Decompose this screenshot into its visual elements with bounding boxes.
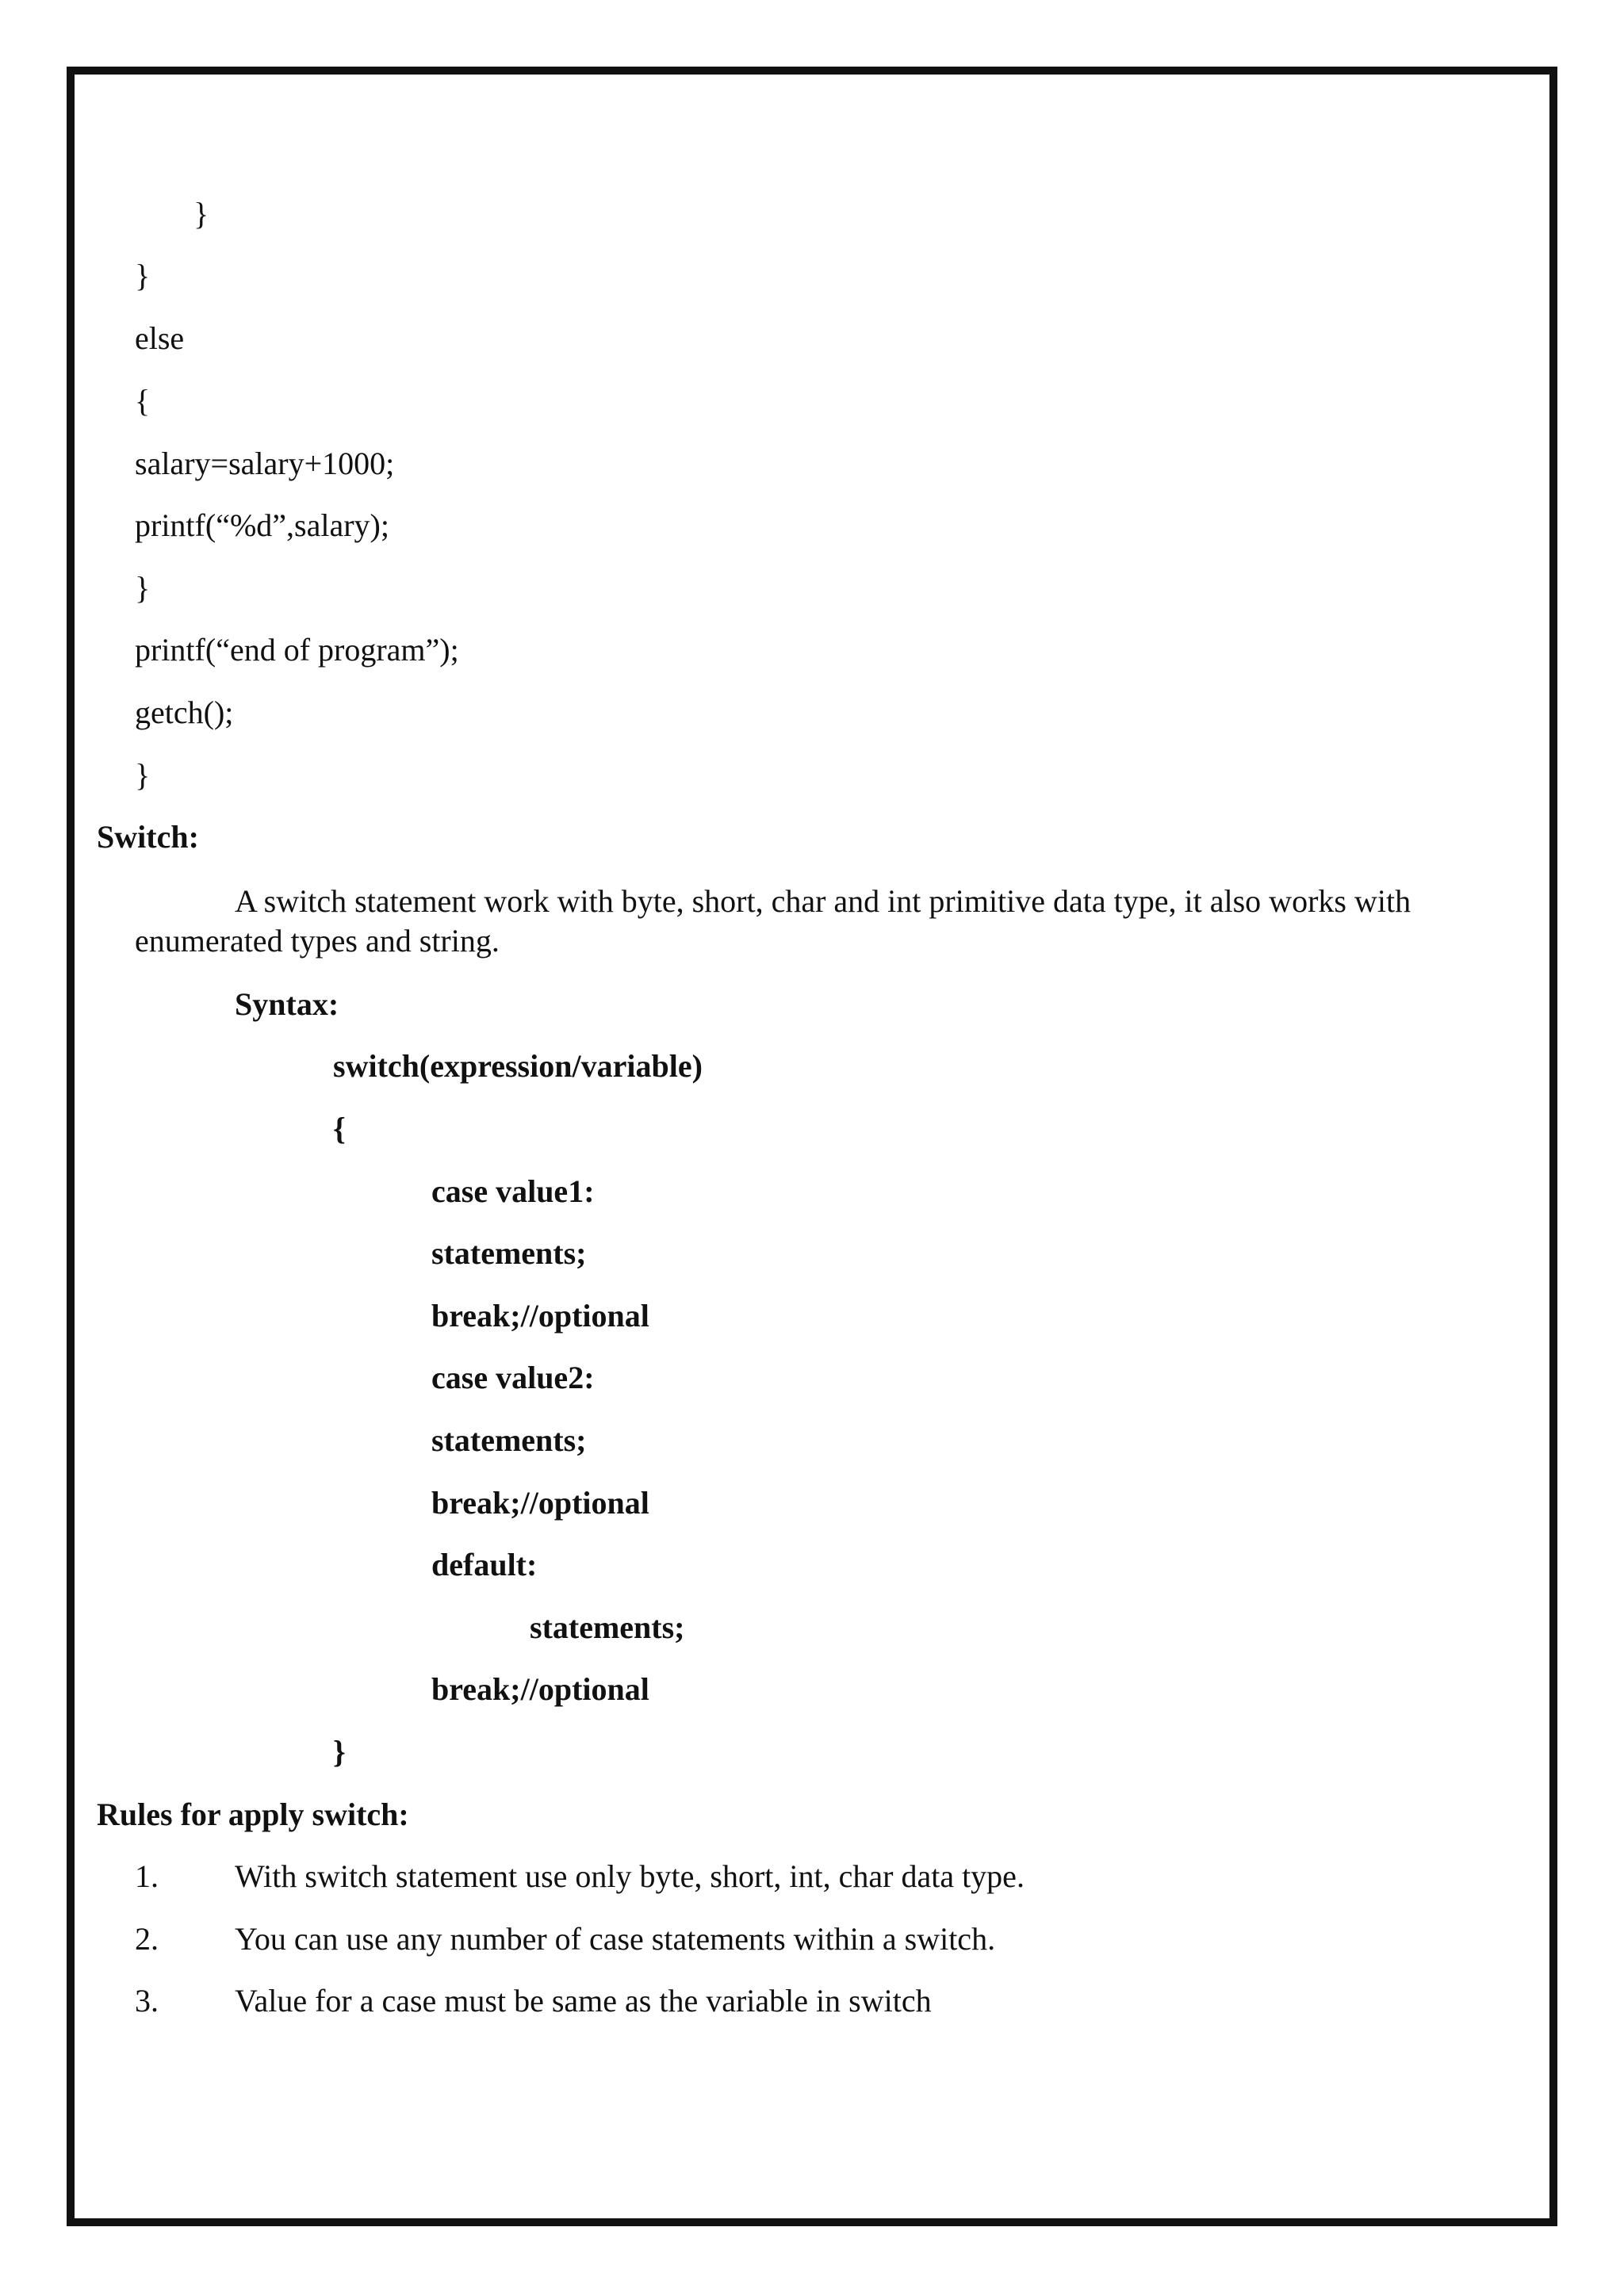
list-item-number: 1. xyxy=(135,1858,159,1894)
code-line: } xyxy=(135,258,151,293)
list-item-number: 3. xyxy=(135,1983,159,2019)
code-line: printf(“%d”,salary); xyxy=(135,507,389,543)
syntax-line: { xyxy=(333,1111,346,1146)
code-line: getch(); xyxy=(135,695,234,730)
syntax-label: Syntax: xyxy=(235,986,339,1022)
switch-description: A switch statement work with byte, short, char and int primitive data type, it also works with enumerated types and string. xyxy=(135,883,1411,959)
syntax-line: break;//optional xyxy=(431,1485,649,1521)
syntax-line: case value2: xyxy=(431,1360,595,1395)
code-line: salary=salary+1000; xyxy=(135,446,395,481)
code-line: { xyxy=(135,383,151,419)
syntax-line: default: xyxy=(431,1547,538,1582)
syntax-line: break;//optional xyxy=(431,1671,649,1707)
code-line: printf(“end of program”); xyxy=(135,632,459,668)
list-item: You can use any number of case statements within a switch. xyxy=(235,1921,996,1957)
page-border xyxy=(67,67,1557,2226)
list-item-number: 2. xyxy=(135,1921,159,1957)
syntax-line: case value1: xyxy=(431,1173,595,1209)
code-line: } xyxy=(193,196,209,232)
syntax-line: statements; xyxy=(431,1422,587,1458)
code-line: else xyxy=(135,320,185,356)
syntax-line: } xyxy=(333,1734,346,1770)
syntax-line: statements; xyxy=(431,1235,587,1271)
code-line: } xyxy=(135,757,151,793)
rules-heading: Rules for apply switch: xyxy=(97,1797,409,1832)
code-line: } xyxy=(135,570,151,606)
syntax-line: statements; xyxy=(530,1609,685,1645)
syntax-line: switch(expression/variable) xyxy=(333,1048,703,1084)
list-item: With switch statement use only byte, short, int, char data type. xyxy=(235,1858,1025,1894)
switch-heading: Switch: xyxy=(97,819,199,855)
syntax-line: break;//optional xyxy=(431,1298,649,1334)
list-item: Value for a case must be same as the variable in switch xyxy=(235,1983,932,2019)
